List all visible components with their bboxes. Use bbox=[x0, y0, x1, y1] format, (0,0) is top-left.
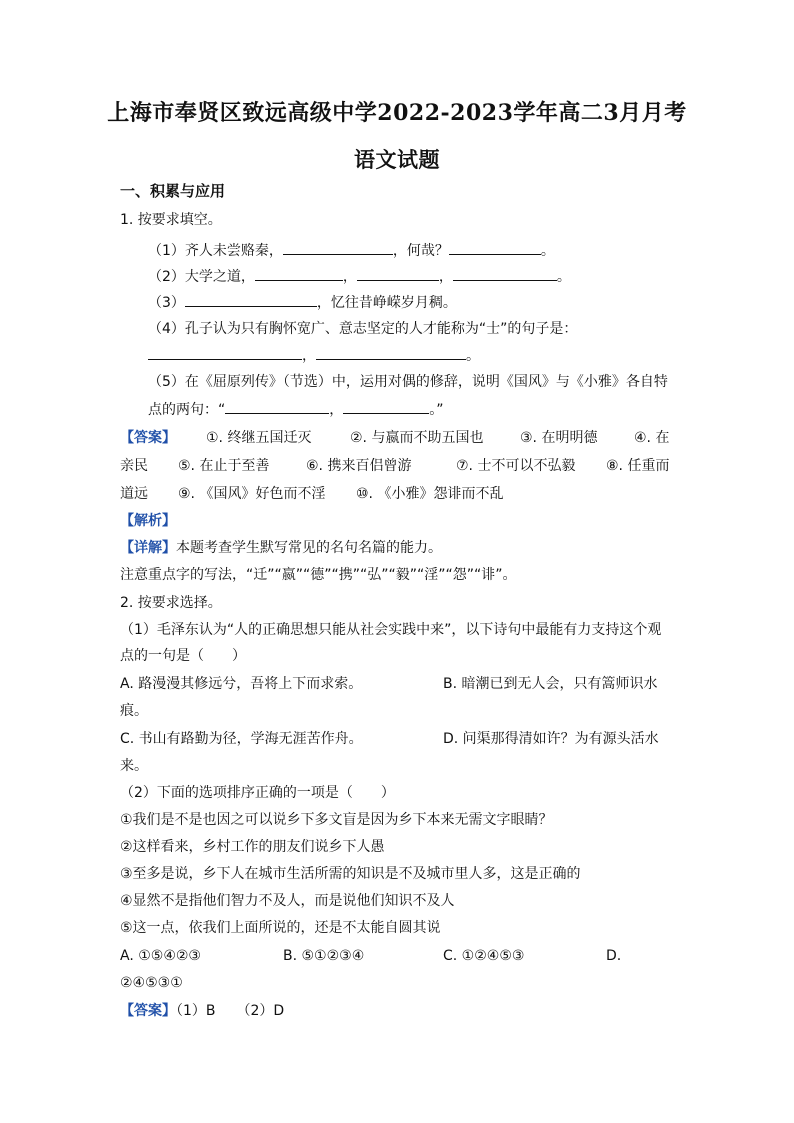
q2-option-c: C. 书山有路勤为径，学海无涯苦作舟。 bbox=[120, 731, 363, 747]
q1-item2-text: ， bbox=[438, 269, 453, 285]
q1-stem: 1. 按要求填空。 bbox=[120, 212, 222, 228]
q2-option-a: A. 路漫漫其修远兮，吾将上下而求索。 bbox=[120, 676, 363, 692]
q2-choice-d-cont: ②④⑤③① bbox=[120, 975, 183, 991]
answer-item: ③. 在明明德 bbox=[520, 430, 598, 446]
answer-item: 道远 bbox=[120, 486, 148, 502]
q2-option-d-cont: 来。 bbox=[120, 758, 148, 774]
q1-item1-text: （1）齐人未尝赂秦， bbox=[148, 243, 283, 259]
answer-tag: 【答案】 bbox=[120, 430, 176, 446]
blank bbox=[225, 399, 329, 414]
sentence-2: ②这样看来，乡村工作的朋友们说乡下人愚 bbox=[120, 839, 385, 855]
q2-sub1-stem: （1）毛泽东认为“人的正确思想只能从社会实践中来”，以下诗句中最能有力支持这个观 bbox=[120, 622, 662, 638]
blank bbox=[453, 266, 557, 281]
answer-item: ⑨. 《国风》好色而不淫 bbox=[178, 486, 326, 502]
detail-line bbox=[120, 538, 442, 558]
q1-item3-text: （3） bbox=[148, 295, 185, 311]
q1-item3-text: ，忆往昔峥嵘岁月稠。 bbox=[316, 295, 457, 311]
q2-choice-d: D. bbox=[606, 948, 622, 964]
q1-item5-text: 。” bbox=[429, 402, 444, 418]
blank bbox=[343, 399, 429, 414]
q1-item-1 bbox=[148, 240, 555, 261]
q2-choice-a: A. ①⑤④②③ bbox=[120, 948, 201, 964]
q2-answer bbox=[120, 1001, 284, 1021]
q1-item-5-blanks bbox=[148, 399, 444, 420]
q1-item1-text: 。 bbox=[540, 243, 555, 259]
q1-item4-text: ， bbox=[302, 348, 316, 364]
q1-item5-text: 点的两句：“ bbox=[148, 402, 226, 418]
blank bbox=[316, 345, 466, 360]
answer-tag: 【答案】 bbox=[120, 1003, 176, 1019]
document-subtitle: 语文试题 bbox=[354, 147, 440, 172]
answer-item: ⑩. 《小雅》怨诽而不乱 bbox=[356, 486, 504, 502]
blank bbox=[255, 266, 343, 281]
blank bbox=[148, 345, 302, 360]
answer-item: ①. 终继五国迁灭 bbox=[206, 430, 312, 446]
answer-item: ⑤. 在止于至善 bbox=[178, 458, 270, 474]
sentence-4: ④显然不是指他们智力不及人，而是说他们知识不及人 bbox=[120, 893, 455, 909]
sentence-3: ③至多是说，乡下人在城市生活所需的知识是不及城市里人多，这是正确的 bbox=[120, 866, 581, 882]
q1-item-4-blanks bbox=[148, 345, 480, 366]
blank bbox=[185, 292, 317, 307]
sentence-1: ①我们是不是也因之可以说乡下多文盲是因为乡下本来无需文字眼睛？ bbox=[120, 812, 553, 828]
q2-sub1-stem-cont: 点的一句是（ ） bbox=[120, 648, 246, 664]
q1-item2-text: （2）大学之道， bbox=[148, 269, 255, 285]
answer-text: （1）B （2）D bbox=[176, 1003, 285, 1019]
q2-option-d: D. 问渠那得清如许？为有源头活水 bbox=[443, 731, 659, 747]
answer-item: ②. 与嬴而不助五国也 bbox=[350, 430, 484, 446]
q2-choice-b: B. ⑤①②③④ bbox=[283, 948, 365, 964]
sentence-5: ⑤这一点，依我们上面所说的，还是不太能自圆其说 bbox=[120, 920, 441, 936]
q1-item2-text: ， bbox=[342, 269, 357, 285]
q1-item1-text: ，何哉？ bbox=[392, 243, 449, 259]
section-heading: 一、积累与应用 bbox=[120, 182, 226, 200]
q1-item5-text: ， bbox=[329, 402, 344, 418]
q1-item-4: （4）孔子认为只有胸怀宽广、意志坚定的人才能称为“士”的句子是： bbox=[148, 321, 578, 337]
blank bbox=[357, 266, 439, 281]
blank bbox=[449, 240, 541, 255]
detail-tag: 【详解】 bbox=[120, 540, 176, 556]
answer-item: ⑥. 携来百侣曾游 bbox=[306, 458, 412, 474]
q2-option-b: B. 暗潮已到无人会，只有篙师识水 bbox=[443, 676, 658, 692]
detail-text: 本题考查学生默写常见的名句名篇的能力。 bbox=[176, 540, 442, 556]
q1-item2-text: 。 bbox=[556, 269, 571, 285]
answer-item: ⑦. 士不可以不弘毅 bbox=[456, 458, 576, 474]
answer-item: 亲民 bbox=[120, 458, 148, 474]
q2-option-b-cont: 痕。 bbox=[120, 703, 148, 719]
analysis-tag: 【解析】 bbox=[120, 513, 176, 529]
q2-choice-c: C. ①②④⑤③ bbox=[443, 948, 525, 964]
blank bbox=[283, 240, 393, 255]
detail-note: 注意重点字的写法，“迁”“嬴”“德”“携”“弘”“毅”“淫”“怨”“诽”。 bbox=[120, 567, 517, 583]
q1-item-5: （5）在《屈原列传》（节选）中，运用对偶的修辞，说明《国风》与《小雅》各自特 bbox=[148, 374, 668, 390]
q1-item-2 bbox=[148, 266, 571, 287]
q2-sub2-stem: （2）下面的选项排序正确的一项是（ ） bbox=[120, 785, 395, 801]
document-title: 上海市奉贤区致远高级中学2022-2023学年高二3月月考 bbox=[107, 100, 687, 126]
q1-item-3 bbox=[148, 292, 457, 313]
answer-item: ④. 在 bbox=[634, 430, 670, 446]
answer-item: ⑧. 任重而 bbox=[606, 458, 670, 474]
q1-item4-text: 。 bbox=[466, 348, 480, 364]
q2-stem: 2. 按要求选择。 bbox=[120, 595, 222, 611]
